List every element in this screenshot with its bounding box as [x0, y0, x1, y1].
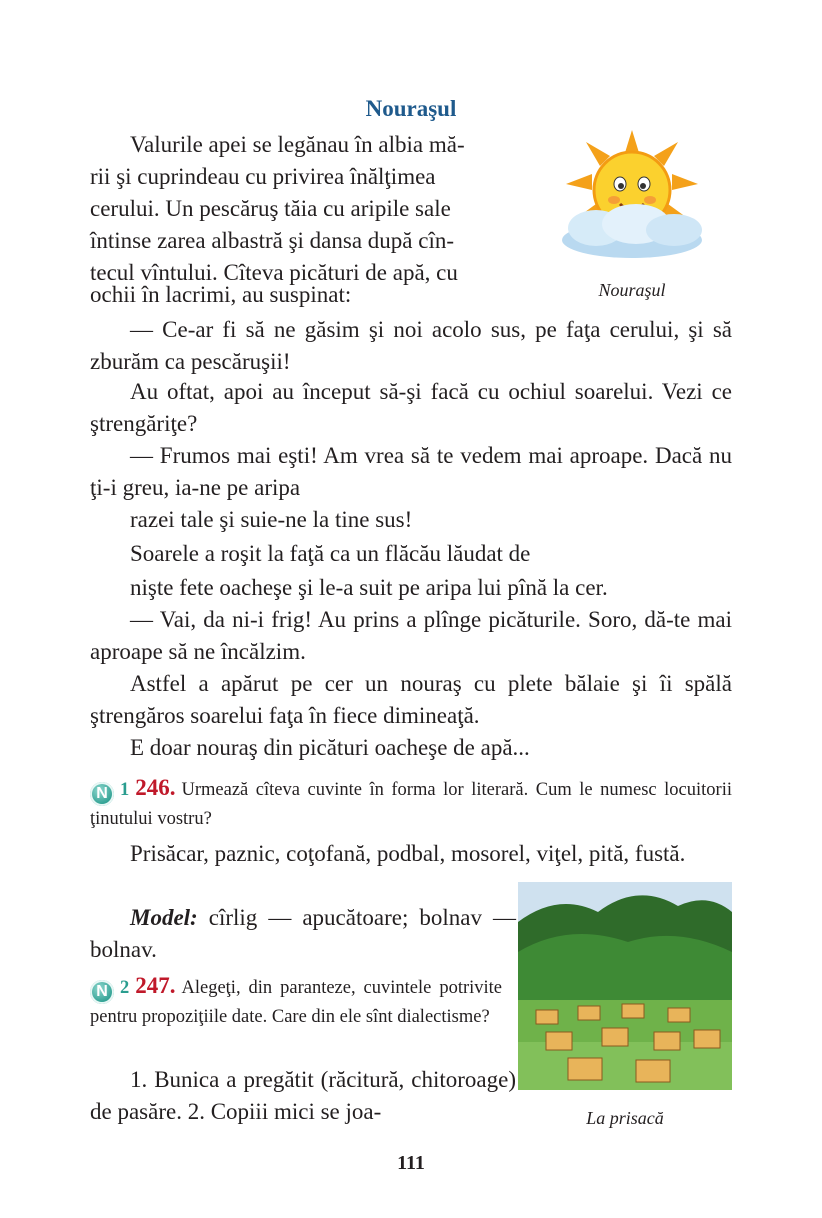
n-badge-icon: N	[90, 782, 114, 806]
exercise-level: 1	[120, 780, 130, 800]
story-paragraph: — Vai, da ni-i frig! Au prins a plînge picăturile. Soro, dă-te mai aproape să ne încălzim.	[90, 607, 732, 664]
page-number: 111	[397, 1152, 425, 1174]
model-text: cîrlig — apucătoare; bolnav — bolnav.	[90, 905, 516, 962]
apiary-photo	[518, 882, 732, 1090]
intro-line: Valurile apei se legănau în albia mă-	[130, 132, 465, 157]
exercise-words: Prisăcar, paznic, coţofană, podbal, mosorel, viţel, pită, fustă.	[130, 841, 686, 866]
story-paragraph: Au oftat, apoi au început să-şi facă cu ochiul soarelui. Vezi ce ştrengăriţe?	[90, 379, 732, 436]
exercise-sentence: 1. Bunica a pregătit (răcitură, chitoroage) de pasăre. 2. Copiii mici se joa-	[90, 1067, 516, 1124]
photo-caption: La prisacă	[586, 1108, 664, 1128]
story-paragraph: razei tale şi suie-ne la tine sus!	[130, 507, 413, 532]
intro-line: ochii în lacrimi, au suspinat:	[90, 282, 352, 307]
sun-caption: Nouraşul	[598, 280, 666, 300]
sun-cloud-illustration	[556, 128, 708, 260]
story-paragraph: Astfel a apărut pe cer un nouraş cu plete bălaie şi îi spălă ştrengăros soarelui faţa în fiece dimineaţă.	[90, 671, 732, 728]
exercise-246	[90, 774, 732, 833]
n-badge-icon: N	[90, 980, 114, 1004]
exercise-number: 247.	[135, 973, 176, 998]
intro-line: întinse zarea albastră şi dansa după cîn-	[90, 228, 455, 253]
intro-line: tecul vîntului. Cîteva picături de apă, cu	[90, 260, 458, 285]
story-paragraph: E doar nouraş din picături oacheşe de apă...	[130, 735, 530, 760]
story-paragraph: — Frumos mai eşti! Am vrea să te vedem mai aproape. Dacă nu ţi-i greu, ia-ne pe aripa	[90, 443, 732, 500]
story-title: Nouraşul	[365, 96, 457, 121]
exercise-text: Urmează cîteva cuvinte în forma lor literară. Cum le numesc locuitorii ţinutului vostru?	[90, 780, 732, 829]
intro-line: cerului. Un pescăruş tăia cu aripile sale	[90, 196, 451, 221]
exercise-model	[90, 902, 516, 966]
intro-line: rii şi cuprindeau cu privirea înălţimea	[90, 164, 436, 189]
story-paragraph: Soarele a roşit la faţă ca un flăcău lăudat de	[130, 541, 531, 566]
story-paragraph: nişte fete oacheşe şi le-a suit pe aripa lui pînă la cer.	[130, 575, 608, 600]
cloud-icon	[562, 204, 702, 258]
exercise-level: 2	[120, 978, 130, 998]
model-label: Model:	[130, 905, 198, 930]
exercise-number: 246.	[135, 775, 176, 800]
story-paragraph: — Ce-ar fi să ne găsim şi noi acolo sus, pe faţa cerului, şi să zburăm ca pescăruşii!	[90, 317, 732, 374]
exercise-text: Alegeţi, din paranteze, cuvintele potrivite pentru propoziţiile date. Care din ele sînt dialectisme?	[90, 978, 502, 1027]
exercise-247	[90, 972, 502, 1031]
